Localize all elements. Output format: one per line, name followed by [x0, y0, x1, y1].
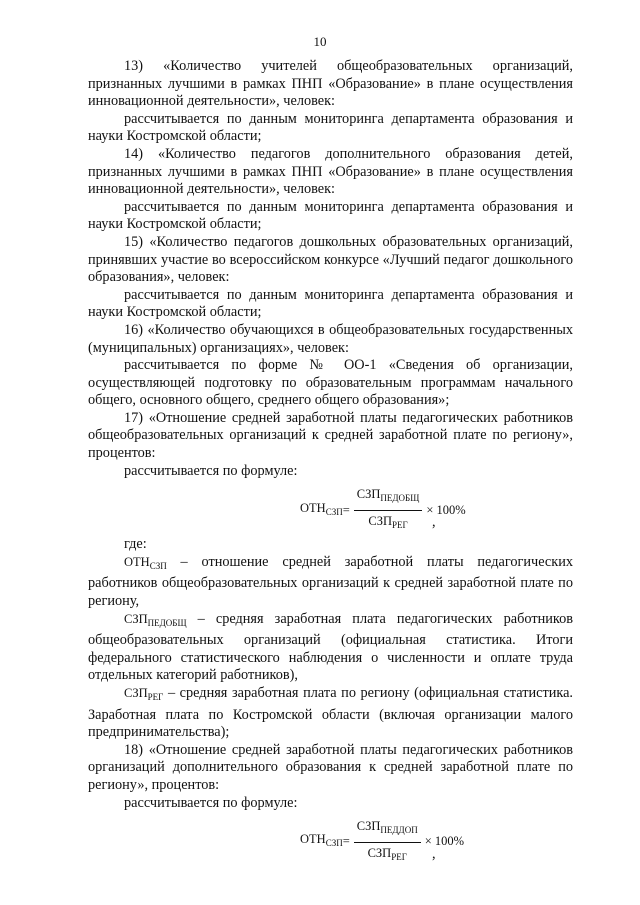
document-body — [88, 58, 573, 868]
formula-2-comma: , — [432, 846, 436, 863]
definition-1-term: $ОТН_{СЗП}$ — [124, 554, 167, 571]
definition-2 — [88, 611, 573, 685]
item-14: 14) «Количество педагогов дополнительного образования детей, признанных лучшими в рамках ПНП «Образование» в плане осуществления инновационной деятельности», человек: — [88, 145, 573, 198]
formula-2-multiplier: × 100% — [424, 834, 465, 849]
item-15-calc: рассчитывается по данным мониторинга департамента образования и науки Костромской области; — [88, 286, 573, 321]
where-label: где: — [124, 536, 147, 553]
formula-1-denominator: $СЗП_{РЕГ}$ — [368, 513, 408, 530]
item-15: 15) «Количество педагогов дошкольных образовательных организаций, принявших участие во всероссийском конкурсе «Лучший педагог дошкольного образования», человек: — [88, 233, 573, 286]
definition-3-term: $СЗП_{РЕГ}$ — [124, 686, 164, 702]
formula-1 — [88, 480, 573, 536]
formula-1-comma: , — [432, 514, 436, 531]
formula-1-fraction — [354, 486, 423, 534]
definition-2-term: $СЗП_{ПЕДОБЩ}$ — [124, 611, 187, 628]
item-17: 17) «Отношение средней заработной платы педагогических работников общеобразовательных организаций к средней заработной плате по региону», процентов: — [88, 409, 573, 462]
formula-1-lhs: $ОТН_{СЗП}$ — [300, 500, 343, 517]
definition-3-text: – средняя заработная плата по региону (официальная статистика. Заработная плата по Костромской области (включая организации малого предпринимательства); — [88, 685, 573, 741]
formula-2 — [88, 812, 573, 868]
formula-2-numerator: $СЗП_{ПЕДДОП}$ — [354, 818, 421, 843]
formula-1-numerator: $СЗП_{ПЕДОБЩ}$ — [354, 486, 423, 511]
item-13: 13) «Количество учителей общеобразовательных организаций, признанных лучшими в рамках ПНП «Образование» в плане осуществления инновационной деятельности», человек: — [88, 58, 573, 110]
item-18-calc: рассчитывается по формуле: — [124, 794, 298, 811]
definition-3 — [88, 685, 573, 742]
formula-2-denominator: $СЗП_{РЕГ}$ — [367, 845, 407, 862]
definition-2-text: – средняя заработная плата педагогических работников общеобразовательных организаций (официальная статистика. Итоги федерального статистического наблюдения о численности и оплате труда отдельных категорий работников), — [88, 610, 573, 684]
formula-1-multiplier: × 100% — [426, 502, 466, 517]
formula-2-fraction — [354, 818, 421, 866]
item-13-calc: рассчитывается по данным мониторинга департамента образования и науки Костромской области; — [88, 110, 573, 145]
formula-2-lhs: $ОТН_{СЗП}$ — [300, 832, 343, 849]
item-16-calc: рассчитывается по форме № ОО-1 «Сведения об организации, осуществляющей подготовку по образовательным программам начального общего, основного общего, среднего общего образования»; — [88, 357, 573, 409]
item-18: 18) «Отношение средней заработной платы педагогических работников организаций дополнительного образования к средней заработной плате по региону», процентов: — [88, 741, 573, 793]
item-16: 16) «Количество обучающихся в общеобразовательных государственных (муниципальных) организациях», человек: — [88, 321, 573, 356]
item-17-calc: рассчитывается по формуле: — [124, 462, 298, 479]
formula-2-eq: = — [342, 834, 350, 849]
item-14-calc: рассчитывается по данным мониторинга департамента образования и науки Костромской области; — [88, 198, 573, 233]
page-number: 10 — [313, 34, 327, 49]
formula-1-eq: = — [342, 502, 350, 517]
definition-1 — [88, 554, 573, 611]
definition-1-text: – отношение средней заработной платы педагогических работников общеобразовательных организаций к средней заработной плате по региону, — [88, 553, 573, 610]
